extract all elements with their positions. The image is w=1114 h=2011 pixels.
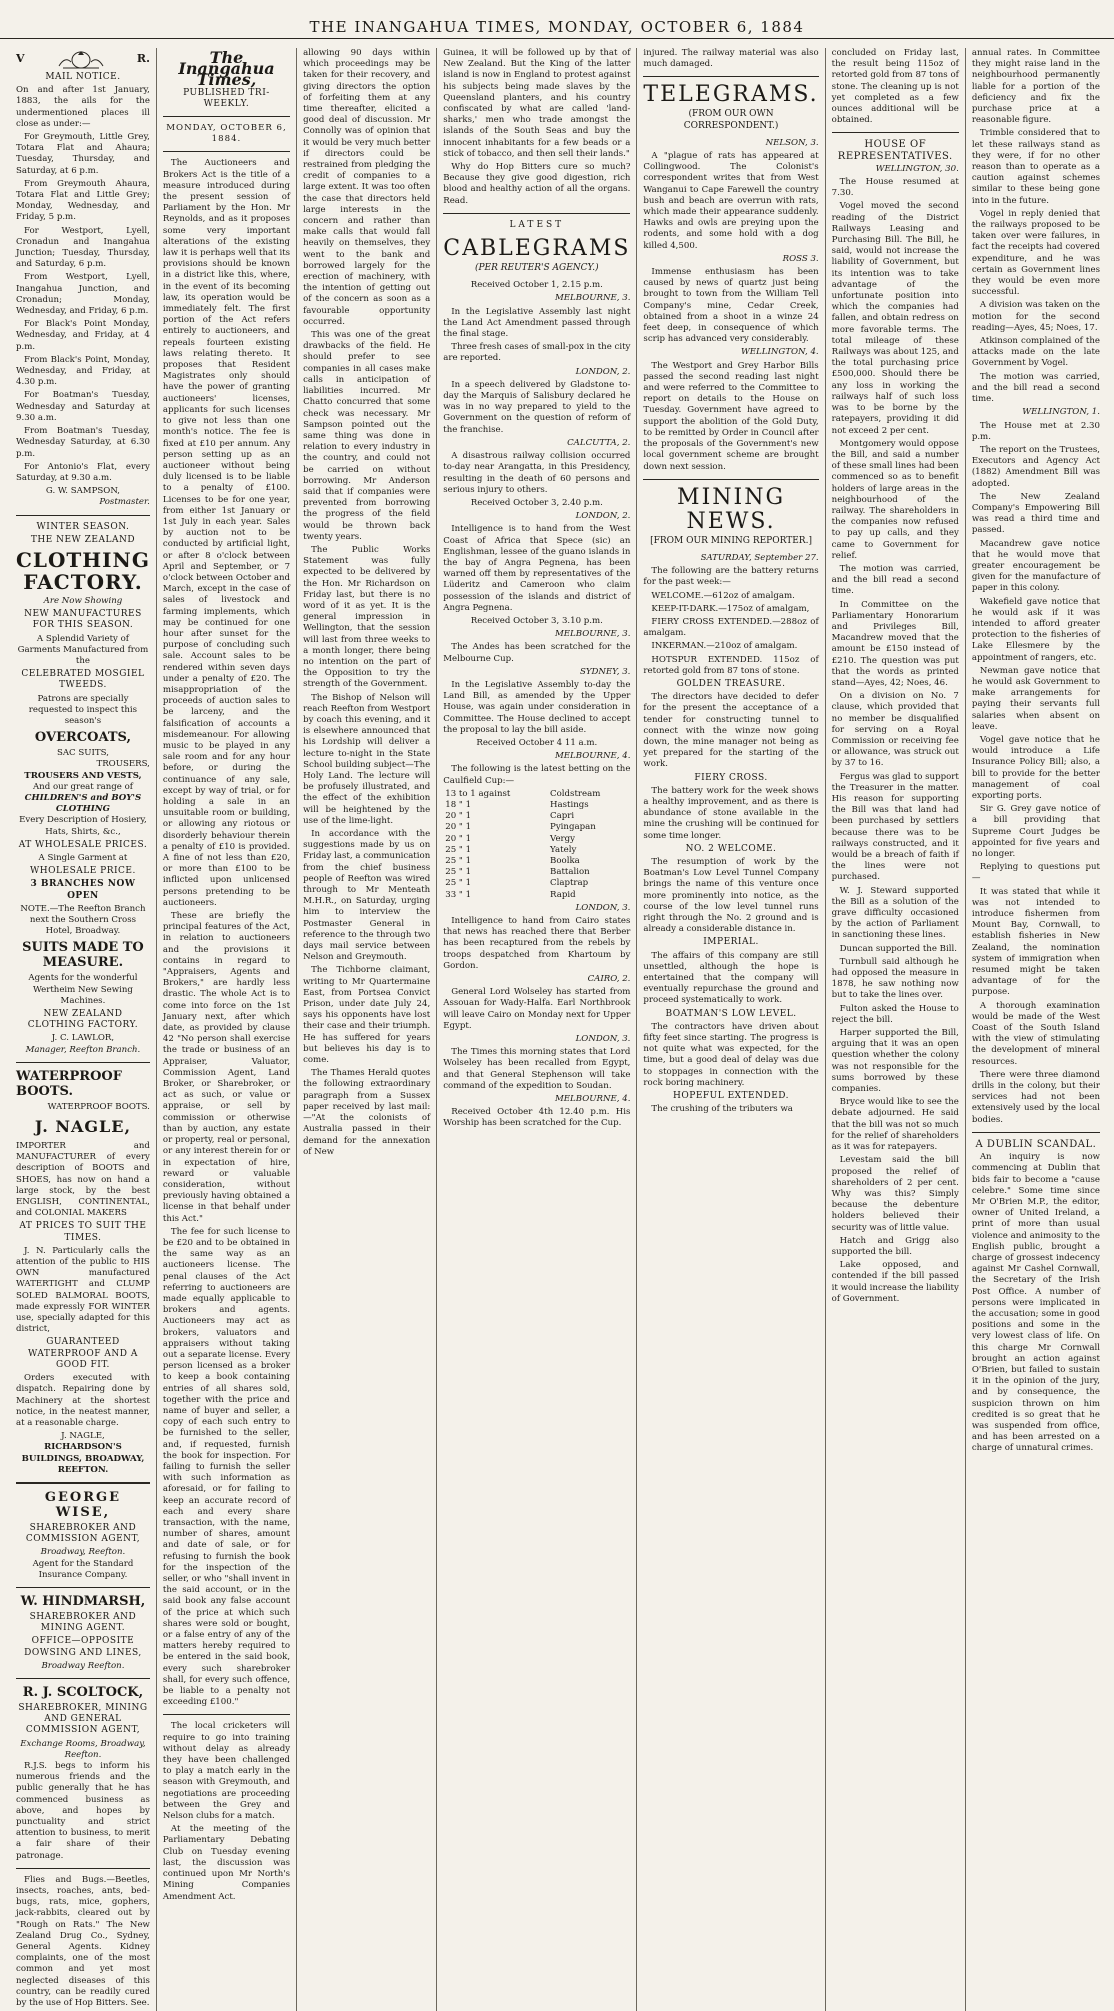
- mail-para: For Antonio's Flat, every Saturday, at 9.30 a.m.: [16, 461, 150, 483]
- house-para: Lake opposed, and contended if the bill passed it would increase the liability of Government.: [831, 1260, 959, 1304]
- cable-entry: CAIRO, 2. General Lord Wolseley has started from Assouan for Wady-Halfa. Earl Northbrook will leave Cairo on Monday next for Upper Egypt.: [443, 974, 631, 1031]
- cable-entry: MELBOURNE, 4. Received October 4th 12.40 p.m. His Worship has been scratched for the Cup.: [443, 1094, 631, 1129]
- waterproof-boots-2: WATERPROOF BOOTS.: [47, 1101, 150, 1112]
- editorial-para: These are briefly the principal features of the Act, in relation to auctioneers and the provisions it contains in regard to "Appraisers, Agents and Brokers," are hardly less drastic. The whole Act is to come into force on the 1st January next, after which date, as provided by clause 42 "No person shall exercise the trade or business of an Appraiser, Valuator, Commission Agent, Land Broker, or Sharebroker, or act as such, or value or appraise, or sell by commission or otherwise than by auction, any estate or property, real or personal, or any interest therein for or in expectation of hire, reward or valuable consideration, without previously having obtained a license in that behalf under this Act.": [162, 911, 291, 1224]
- house-para: The New Zealand Company's Empowering Bill was read a third time and passed.: [971, 491, 1100, 536]
- local-para: The Thames Herald quotes the following extraordinary paragraph from a Sussex paper received by last mail:—"At the colonists of Australia passed in their demand for the annexation of New: [303, 1068, 431, 1157]
- reefton-note: NOTE.—The Reefton Branch next the Southern Cross Hotel, Broadway.: [20, 903, 146, 937]
- guaranteed-line: GUARANTEED WATERPROOF AND A GOOD FIT.: [28, 1337, 138, 1370]
- column-5: [637, 48, 825, 2011]
- house-para: There were three diamond drills in the colony, but their services had not been extensively used by the local bodies.: [971, 1069, 1100, 1125]
- house-heading: HOUSE OF REPRESENTATIVES.: [837, 139, 953, 162]
- local-para: The local cricketers will require to go into training without delay as already they have been challenged to play a match early in the season with Greymouth, and negotiations are proceeding between the Grey and Nelson clubs for a match.: [162, 1721, 291, 1822]
- richardson-buildings: RICHARDSON'S BUILDINGS, BROADWAY, REEFTON.: [21, 1442, 145, 1475]
- trousers-vests: TROUSERS AND VESTS,: [24, 770, 142, 781]
- local-para: This was one of the great drawbacks of the field. He should prefer to see companies in all cases make calls in anticipation of liabilities incurred. Mr Chatto concurred that some check was necessary. Mr Sampson pointed out the same thing was done in relation to every industry in the country, and could not be carried on without borrowing. Mr Anderson said that if companies were prevented from borrowing the progress of the field would be thrown back twenty years.: [303, 330, 431, 542]
- hindmarsh-name: W. HINDMARSH,: [20, 1593, 146, 1609]
- house-para: Atkinson complained of the attacks made on the late Government by Vogel.: [971, 336, 1100, 369]
- battery-return: KEEP-IT-DARK.—175oz of amalgam,: [651, 603, 810, 614]
- mail-para: For Greymouth, Little Grey, Totara Flat and Ahaura; Tuesday, Thursday, and Saturday, at 6 p.m.: [16, 132, 150, 176]
- masthead-title: THE INANGAHUA TIMES, MONDAY, OCTOBER 6, 1884: [309, 18, 805, 36]
- hindmarsh-role: SHAREBROKER AND MINING AGENT.: [29, 1611, 137, 1634]
- section-text: The resumption of work by the Boatman's Low Level Tunnel Company brings the name of this venture once more prominently into notice, as the course of the low level tunnel runs right through the No. 2 ground and is already a considerable distance in.: [643, 856, 819, 935]
- house-para: annual rates. In Committee they might raise land in the neighbourhood permanently liable for a portion of the deficiency and fix the purchase price at a reasonable figure.: [971, 48, 1100, 126]
- house-para: The motion was carried, and the bill read a second time.: [971, 371, 1100, 405]
- dublin-para: An inquiry is now commencing at Dublin that bids fair to become a "cause celebre." Some time since Mr O'Brien M.P., the editor, owner of United Ireland, a print of more than usual violence and animosity to the English public, brought a charge of grossest indecency against Mr Cashel Cornwall, the Secretary of the Irish Post Office. A number of persons were implicated in the accusation; some in good positions and some in the very lowest class of life. On this charge Mr Cornwall brought an action against O'Brien, but failed to sustain it in the opinion of the jury, and by consequence, the suspicion thrown on him credited is so great that he was suspended from office, and has been arrested on a charge of unnatural crimes.: [971, 1152, 1100, 1454]
- nagle-name-2: J. NAGLE,: [61, 1431, 105, 1442]
- house-para: Turnbull said although he had opposed the measure in 1878, he saw nothing now but to take the lines over.: [831, 956, 959, 1001]
- paper-title: The Inangahua Times,: [178, 48, 275, 90]
- newspaper-page: [10, 48, 1106, 2009]
- house-para: Vogel gave notice that he would introduce a Life Insurance Policy Bill; also, a bill to provide for the better management of coal exporting ports.: [971, 734, 1100, 801]
- cable-entry: Received October 3, 3.10 p.m. MELBOURNE, 3. The Andes has been scratched for the Melbourne Cup.: [443, 615, 631, 664]
- wholesale-prices: AT WHOLESALE PRICES.: [18, 839, 148, 850]
- house-para: Vogel moved the second reading of the District Railways Leasing and Purchasing Bill. The Bill, he said, would not increase the liability of Government, but its intention was to take advantage of the unfortunate position into which the companies had fallen, and obtain redress on more favorable terms. The total mileage of these Railways was about 125, and the total purchasing price £500,000. Should there be any loss in working the railways half of such loss was to be borne by the ratepayers, providing it did not exceed 2 per cent.: [831, 201, 959, 436]
- crest-letter-r: R.: [136, 52, 150, 66]
- orders-para: Orders executed with dispatch. Repairing done by Machinery at the shortest notice, in the neatest manner, at a reasonable charge.: [16, 1373, 150, 1428]
- mail-para: On and after 1st January, 1883, the ails for the undermentioned places ill close as under:—: [16, 85, 150, 129]
- house-para: Newman gave notice that he would ask Government to make arrangements for paying their servants full salaries when absent on leave.: [971, 665, 1100, 732]
- local-para: Guinea, it will be followed up by that of New Zealand. But the King of the latter island is now in England to protest against his subjects being made slaves by the Queensland planters, and his country confiscated by what are called 'land-sharks,' men who trade amongst the islands of the South Seas and buy the innocent inhabitants for a few beads or a stick of tobacco, and then sell their lands.": [443, 48, 631, 159]
- nagle-para: J. N. Particularly calls the attention of the public to HIS OWN manufactured WATERTIGHT and CLUMP SOLED BALMORAL BOOTS, made expressly FOR WINTER use, specially adapted for this district,: [16, 1245, 150, 1335]
- now-showing: Are Now Showing: [43, 595, 123, 606]
- house-para: In Committee on the Parliamentary Honorarium and Privileges Bill, Macandrew moved that the amount be £150 instead of £210. The question was put that the words as printed stand—Ayes, 42; Noes, 46.: [831, 599, 959, 688]
- editorial-date: MONDAY, OCTOBER 6, 1884.: [166, 123, 287, 145]
- telegram-entry: ROSS 3. Immense enthusiasm has been caused by news of quartz just being brought to town from the William Tell Company's mine, Cedar Creek, obtained from a shoot in a winze 24 feet deep, in consequence of which scrip has advanced very considerably.: [643, 253, 819, 345]
- section-text: The contractors have driven about fifty feet since starting. The progress is not quite what was expected, for the time, but a good deal of delay was due to stoppages in connection with the rock boring machinery.: [643, 1021, 819, 1088]
- winter-season: WINTER SEASON.: [36, 521, 130, 532]
- sewing-agents: Agents for the wonderful Wertheim New Sewing Machines.: [28, 973, 138, 1006]
- standard-agent: Agent for the Standard Insurance Company.: [32, 1558, 134, 1580]
- crest-letter-v: V: [16, 52, 25, 66]
- house-para: Fergus was glad to support the Treasurer in the matter. His reason for supporting the Bill was that land had been purchased by settlers because there was to be railways constructed, and it would be a breach of faith if the lines were not purchased.: [831, 771, 959, 883]
- house-para: Bryce would like to see the debate adjourned. He said that the bill was not so much for the relief of shareholders as it was for ratepayers.: [831, 1097, 959, 1153]
- battery-return: FIERY CROSS EXTENDED.—288oz of amalgam.: [643, 616, 819, 639]
- column-7: [966, 48, 1106, 2011]
- signature-role: Postmaster.: [99, 497, 150, 508]
- section-heading: HOPEFUL EXTENDED.: [673, 1091, 790, 1102]
- great-range: And our great range of: [32, 781, 133, 792]
- published-line: PUBLISHED TRI-WEEKLY.: [183, 87, 270, 109]
- local-para: The Public Works Statement was fully expected to be delivered by the Hon. Mr Richardson on Friday last, but there is no word of it as yet. It is the general impression in Wellington, that the session will last from three weeks to a month longer, there being no intention on the part of the Opposition to try the strength of the Government.: [303, 544, 431, 690]
- table-row: 25 " 1 Boolka: [445, 856, 580, 866]
- section-heading: GOLDEN TREASURE.: [676, 678, 786, 689]
- prices-line: AT PRICES TO SUIT THE TIMES.: [19, 1221, 147, 1243]
- scoltock-para: R.J.S. begs to inform his numerous friends and the public generally that he has commenced business as above, and hopes by punctuality and strict attention to business, to merit a fair share of their patronage.: [16, 1760, 150, 1861]
- battery-return: INKERMAN.—210oz of amalgam.: [651, 641, 798, 652]
- mining-reporter: [FROM OUR MINING REPORTER.]: [650, 535, 812, 546]
- column-2: [157, 48, 297, 2011]
- cable-entry: Received October 4 11 a.m. MELBOURNE, 4. The following is the latest betting on the Caulfield Cup:—: [443, 737, 631, 786]
- branches-open: 3 BRANCHES NOW OPEN: [30, 879, 136, 901]
- patrons-note: Patrons are specially requested to inspect this season's: [28, 693, 138, 726]
- house-para: A division was taken on the motion for the second reading—Ayes, 45; Noes, 17.: [971, 300, 1100, 333]
- dublin-heading: A DUBLIN SCANDAL.: [975, 1138, 1097, 1150]
- local-para: The Tichborne claimant, writing to Mr Quartermaine East, from Portsea Convict Prison, under date July 24, says his opponents have lost their case and their triumph. He has suffered for years but believes his day is to come.: [303, 965, 431, 1066]
- scoltock-role: SHAREBROKER, MINING AND GENERAL COMMISSION AGENT,: [18, 1702, 148, 1736]
- signature-name: G. W. SAMPSON,: [45, 486, 121, 497]
- telegrams-headline: TELEGRAMS.: [643, 82, 819, 108]
- table-row: 25 " 1 Battalion: [445, 867, 590, 878]
- house-para: Macandrew gave notice that he would move that greater encouragement be given for the manufacture of paper in this colony.: [971, 538, 1100, 594]
- battery-return: WELCOME.—612oz of amalgam.: [651, 590, 795, 601]
- cable-entry: Received October 1, 2.15 p.m. MELBOURNE, 3. In the Legislative Assembly last night the Land Act Amendment passed through the final stage.: [443, 280, 631, 340]
- battery-return: HOTSPUR EXTENDED. 115oz of retorted gold from 87 tons of stone.: [643, 654, 819, 676]
- house-para: Hatch and Grigg also supported the bill.: [831, 1235, 959, 1257]
- local-para: injured. The railway material was also much damaged.: [643, 48, 819, 70]
- house-para: Sir G. Grey gave notice of a bill providing that Supreme Court Judges be appointed for five years and no longer.: [971, 804, 1100, 860]
- cable-entry: LONDON, 3. Intelligence to hand from Cairo states that news has reached there that Berber has been recaptured from the rebels by troops despatched from Khartoum by Gordon.: [443, 902, 631, 971]
- mail-para: From Westport, Lyell, Inangahua Junction, and Cronadun; Monday, Wednesday, and Friday, 6 p.m.: [16, 272, 150, 317]
- sac-suits: SAC SUITS,: [56, 748, 109, 759]
- mosgiel-tweeds: CELEBRATED MOSGIEL TWEEDS.: [21, 669, 145, 691]
- mining-news-headline: MINING NEWS.: [677, 484, 786, 534]
- office-line: OFFICE—OPPOSITE DOWSING AND LINES,: [24, 1636, 142, 1658]
- suits-made: SUITS MADE TO MEASURE.: [22, 940, 144, 971]
- house-para: The House met at 2.30 p.m.: [971, 420, 1100, 442]
- mail-para: For Westport, Lyell, Cronadun and Inangahua Junction; Tuesday, Thursday, and Saturday, 6 p.m.: [16, 225, 150, 270]
- local-para: At the meeting of the Parliamentary Debating Club on Tuesday evening last, the discussion was continued upon Mr North's Mining Companies Amendment Act.: [162, 1824, 291, 1902]
- own-correspondent: (FROM OUR OWN CORRESPONDENT.): [683, 109, 779, 131]
- editorial-para: The Auctioneers and Brokers Act is the title of a measure introduced during the present session of Parliament by the Hon. Mr Reynolds, and as it proposes some very important alterations of the existing law it is perhaps well that its provisions should be known in a district like this, where, in the event of its becoming law, its operation would be immediately felt. The first portion of the Act refers entirely to auctioneers, and repeals fourteen existing laws relating thereto. It proposes that Resident Magistrates only should have the power of granting auctioneers' licenses, applicants for such licenses to give not less than one month's notice. The fee is fixed at £10 per annum. Any person setting up as an auctioneer without being duly licensed is to be liable to a penalty of £100. Licenses to be for one year, from either 1st January or 1st July in each year. Sales by auction not to be conducted by artificial light, or after 8 o'clock between April and September, or 7 o'clock between October and March, except in the case of sales of livestock and farming implements, which may be continued for one hour after sunset for the purpose of concluding such sale. Account sales to be rendered within seven days under a penalty of £20. The misappropriation of the proceeds of auction sales to be larceny, and the falsification of accounts a misdemeanour. For allowing music to be played in any sale room and for any hour before, or during the continuance of any sale, except by way of trial, or for holding a sale in an unsuitable room or building, or allowing any riotous or disorderly behaviour therein a penalty of £10 is provided. A fine of not less than £20, or more than £100 to be inflicted upon unlicensed persons pretending to be auctioneers.: [162, 158, 291, 908]
- house-para: Montgomery would oppose the Bill, and said a number of these small lines had been commenced so as to benefit holders of large areas in the neighbourhood of the railway. The shareholders in the companies now refused to pay up calls, and they came to Government for relief.: [831, 438, 959, 561]
- table-row: 25 " 1 Yately: [445, 844, 577, 855]
- new-manufactures: NEW MANUFACTURES FOR THIS SEASON.: [24, 609, 142, 631]
- factory-name: NEW ZEALAND CLOTHING FACTORY.: [27, 1009, 139, 1031]
- section-text: The directors have decided to defer for the present the acceptance of a tender for constructing tunnel to connect with the winze now going down, the mine manager not being as yet prepared for the starting of the work.: [643, 692, 819, 770]
- clothing-factory-title: CLOTHING FACTORY.: [16, 547, 150, 594]
- trousers: TROUSERS,: [96, 759, 150, 770]
- single-garment: A Single Garment at: [38, 852, 128, 863]
- mail-para: From Boatman's Tuesday, Wednesday Saturday, at 6.30 p.m.: [16, 426, 150, 459]
- masthead: [0, 8, 1114, 39]
- nagle-para: IMPORTER and MANUFACTURER of every description of BOOTS and SHOES, has now on hand a large stock, by the best ENGLISH, CONTINENTAL, and COLONIAL MAKERS: [16, 1141, 150, 1219]
- table-row: 13 to 1 against Coldstream: [445, 788, 601, 799]
- royal-crest-icon: [51, 48, 111, 70]
- royal-crest-row: [16, 48, 150, 70]
- scoltock-name: R. J. SCOLTOCK,: [22, 1684, 144, 1700]
- column-3: [297, 48, 437, 2011]
- house-para: Trimble considered that to let these railways stand as they were, if for no other reason than to operate as a caution against schemes similar to these being gone into in the future.: [971, 128, 1100, 206]
- mail-para: From Greymouth Ahaura, Totara Flat and Little Grey; Monday, Wednesday, and Friday, 5 p.m.: [16, 178, 150, 223]
- section-heading: NO. 2 WELCOME.: [685, 843, 777, 854]
- cable-entry: CALCUTTA, 2. A disastrous railway collision occurred to-day near Arangatta, in this Presidency, resulting in the death of 60 persons and serious injury to others.: [443, 437, 631, 495]
- mail-notice-title: MAIL NOTICE.: [45, 72, 121, 82]
- mail-para: From Black's Point, Monday, Wednesday, and Friday, at 4.30 p.m.: [16, 354, 150, 388]
- agency-line: (PER REUTER'S AGENCY.): [474, 263, 599, 274]
- table-row: 20 " 1 Vergy: [445, 833, 575, 844]
- flies-para: Flies and Bugs.—Beetles, insects, roaches, ants, bed-bugs, rats, mice, gophers, jack-rabbits, cleared out by "Rough on Rats." The New Zealand Drug Co., Sydney, General Agents. Kidney complaints, one of the most common and yet most neglected diseases of this country, can be readily cured by the use of Hop Bitters. See.: [16, 1874, 150, 2009]
- section-heading: IMPERIAL.: [703, 937, 759, 948]
- section-heading: FIERY CROSS.: [694, 772, 768, 783]
- mail-para: For Black's Point Monday, Wednesday, and Friday, at 4 p.m.: [16, 319, 150, 352]
- nagle-name: J. NAGLE,: [34, 1117, 132, 1137]
- house-para: Wakefield gave notice that he would ask if it was intended to afford greater protection to the fisheries of Lake Ellesmere by the appointment of rangers, etc.: [971, 596, 1100, 663]
- house-place: WELLINGTON, 30.: [875, 163, 959, 174]
- table-row: 20 " 1 Capri: [445, 811, 575, 822]
- cable-entry: SYDNEY, 3. In the Legislative Assembly to-day the Land Bill, as amended by the Upper House, was again under consideration in Committee. The House declined to accept the proposal to lay the bill aside.: [443, 666, 631, 735]
- latest-label: LATEST: [509, 219, 565, 230]
- house-para: Replying to questions put—: [971, 862, 1100, 884]
- house-para: Duncan supported the Bill.: [839, 943, 957, 954]
- section-text: The affairs of this company are still unsettled, although the hope is entertained that the company will eventually repurchase the ground and proceed systematically to work.: [643, 950, 819, 1006]
- overcoats: OVERCOATS,: [34, 730, 131, 746]
- cable-entry: LONDON, 3. The Times this morning states that Lord Wolseley has been recalled from Egypt, and that General Stephenson will take command of the expedition to Soudan.: [443, 1034, 631, 1091]
- table-row: 25 " 1 Claptrap: [445, 878, 589, 889]
- cable-entry: Received October 3, 2.40 p.m. LONDON, 2. Intelligence is to hand from the West Coast of Africa that Spece (sic) an Englishman, lessee of the guano islands in the bay of Angra Pegnena, has been warned off them by representatives of the Lüderitz and Cameroon who claim possession of the islands and district of Angra Pegnena.: [443, 497, 631, 613]
- new-zealand-label: THE NEW ZEALAND: [30, 534, 136, 545]
- table-row: 33 " 1 Rapid: [445, 889, 576, 900]
- george-role: SHAREBROKER AND COMMISSION AGENT,: [25, 1522, 141, 1545]
- house-para: Harper supported the Bill, arguing that it was an open question whether the colony was not responsible for the sums borrowed by these companies.: [831, 1028, 959, 1095]
- table-row: 18 " 1 Hastings: [445, 799, 589, 810]
- column-6: [826, 48, 966, 2011]
- hosiery: Every Description of Hosiery, Hats, Shirts, &c.,: [19, 815, 147, 837]
- column-4: [437, 48, 637, 2011]
- mining-date: SATURDAY, September 27.: [700, 552, 819, 563]
- cable-entry: Three fresh cases of small-pox in the city are reported.: [443, 342, 631, 364]
- lawlor-name: J. C. LAWLOR,: [51, 1033, 115, 1044]
- column-1: [10, 48, 157, 2011]
- local-para: The Bishop of Nelson will reach Reefton from Westport by coach this evening, and it is elsewhere announced that his Lordship will deliver a lecture to-night in the State School building subject—The Holy Land. The lecture will be profusely illustrated, and the effect of the exhibition will be heightened by the use of the lime-light.: [303, 692, 431, 826]
- splendid-variety: A Splendid Variety of Garments Manufactured from the: [17, 633, 149, 666]
- telegram-entry: NELSON, 3. A "plague of rats has appeared at Collingwood. The Colonist's correspondent writes that from West Wanganui to Cape Farewell the country bush and beach are overrun with rats, which made their appearance suddenly. Hawks and owls are preying upon the rodents, and some hold with a dog killed 4,500.: [643, 137, 819, 251]
- george-address: Broadway, Reefton.: [40, 1547, 126, 1558]
- section-text: The battery work for the week shows a healthy improvement, and as there is abundance of stone available in the mine the crushing will be continued for some time longer.: [643, 785, 819, 841]
- house-para: Fulton asked the House to reject the bill.: [831, 1003, 959, 1025]
- lawlor-role: Manager, Reefton Branch.: [25, 1044, 141, 1055]
- wholesale-price: WHOLESALE PRICE.: [30, 866, 136, 877]
- mail-para: For Boatman's Tuesday, Wednesday and Saturday at 9.30 a.m.: [16, 390, 150, 423]
- cable-entry: LONDON, 2. In a speech delivered by Gladstone to-day the Marquis of Salisbury declared he was in no way prepared to yield to the Government on the question of reform of the franchise.: [443, 366, 631, 435]
- local-para: allowing 90 days within which proceedings may be taken for their recovery, and giving directors the option of forfeiting them at any time thereafter, elicited a good deal of discussion. Mr Connolly was of opinion that it would be very much better if directors could be restrained from pledging the credit of companies to a large extent. It was too often the case that directors held large interests in the concern and rather than make calls that would fall heavily on themselves, they went to the bank and borrowed largely for the erection of machinery, with the intention of getting out of the concern as soon as a favourable opportunity occurred.: [303, 48, 431, 327]
- editorial-para: The fee for such license to be £20 and to be obtained in the same way as an auctioneers license. The penal clauses of the Act referring to auctioneers are made equally applicable to brokers and agents. Auctioneers may act as brokers, valuators and appraisers without taking out a separate license. Every person licensed as a broker to keep a book containing entries of all shares sold, together with the price and name of buyer and seller, a copy of each such entry to be furnished to the seller, and, if requested, furnish the book for inspection. For failing to furnish the seller with such information as aforesaid, or for failing to keep an accurate record of each and every share transaction, with the name, number of shares, amount and date of sale, or for refusing to furnish the book for the inspection of the seller, or who "shall invent in the said account, or in the said book any false account of the price at which such shares were sold or bought, or a false entry of any of the matters hereby required to be entered in the said book, every such sharebroker shall, for every such offence, be liable to a penalty not exceeding £100.": [162, 1226, 291, 1708]
- waterproof-boots-1: WATERPROOF BOOTS.: [16, 1068, 122, 1099]
- house-para: W. J. Steward supported the Bill as a solution of the grave difficulty occasioned by the action of Parliament in sanctioning these lines.: [831, 885, 959, 941]
- hindmarsh-address: Broadway Reefton.: [41, 1660, 125, 1671]
- table-row: 20 " 1 Pyingapan: [445, 822, 596, 833]
- house-para: It was stated that while it was not intended to introduce fishermen from Mount Bay, Cornwall, to establish fisheries in New Zealand, the nomination system of immigration when resumed might be taken advantage of for the purpose.: [971, 886, 1100, 998]
- wellington-dateline: WELLINGTON, 1.: [1022, 407, 1100, 418]
- children-clothing: CHILDREN'S and BOY'S CLOTHING: [24, 792, 142, 815]
- local-para: concluded on Friday last, the result being 115oz of retorted gold from 87 tons of stone. The cleaning up is not yet completed as a few ounces additional will be obtained.: [831, 48, 959, 126]
- house-para: On a division on No. 7 clause, which provided that no member be disqualified for serving on a Royal Commission or receiving fee or allowance, was struck out by 37 to 16.: [831, 691, 959, 769]
- house-para: The report on the Trustees, Executors and Agency Act (1882) Amendment Bill was adopted.: [971, 444, 1100, 489]
- local-para: In accordance with the suggestions made by us on Friday last, a communication from the chief business people of Reefton was wired through to Mr Menteath M.H.R., on Saturday, urging him to interview the Postmaster General in reference to the through two days mail service between Nelson and Greymouth.: [303, 829, 431, 963]
- house-para: Levestam said the bill proposed the relief of shareholders of 2 per cent. Why was this? Simply because the debenture holders believed their security was of little value.: [831, 1155, 959, 1233]
- telegram-entry: WELLINGTON, 4. The Westport and Grey Harbor Bills passed the second reading last night and were referred to the Committee to report on details to the House on Tuesday. Government have agreed to support the abolition of the Gold Duty, to be remitted by Order in Council after the proposals of the Government's new local government scheme are brought down next session.: [643, 347, 819, 472]
- local-para: Why do Hop Bitters cure so much? Because they give good digestion, rich blood and healthy action of all the organs. Read.: [443, 162, 631, 206]
- house-para: The House resumed at 7.30.: [831, 177, 959, 199]
- section-text: The crushing of the tributers wa: [651, 1104, 793, 1115]
- section-heading: BOATMAN'S LOW LEVEL.: [665, 1008, 797, 1019]
- house-para: Vogel in reply denied that the railways proposed to be taken over were failures, in fact the receipts had covered expenditure, and he was certain as Government lines they would be even more successful.: [971, 208, 1100, 298]
- betting-table: [443, 789, 630, 901]
- house-para: A thorough examination would be made of the West Coast of the South Island with the view of stimulating the development of mineral resources.: [971, 1000, 1100, 1067]
- cablegrams-headline: CABLEGRAMS: [443, 236, 631, 262]
- mining-intro: The following are the battery returns for the past week:—: [643, 566, 819, 588]
- house-para: The motion was carried, and the bill read a second time.: [831, 563, 959, 597]
- george-wise: GEORGE WISE,: [44, 1489, 122, 1520]
- exchange-rooms: Exchange Rooms, Broadway, Reefton.: [20, 1738, 146, 1760]
